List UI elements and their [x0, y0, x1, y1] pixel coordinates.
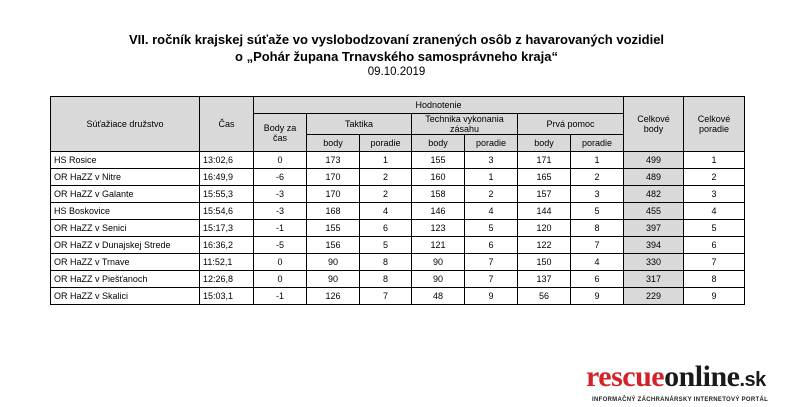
technique-points-cell: 90 — [412, 254, 465, 271]
table-row — [51, 186, 745, 203]
technique-rank-cell: 7 — [465, 271, 518, 288]
team-cell: OR HaZZ v Nitre — [51, 169, 200, 186]
technique-rank-cell: 2 — [465, 186, 518, 203]
table-row — [51, 152, 745, 169]
logo-wordmark — [586, 362, 786, 395]
team-cell: OR HaZZ v Trnave — [51, 254, 200, 271]
first-aid-rank-cell: 1 — [571, 152, 624, 169]
first-aid-points-cell: 157 — [518, 186, 571, 203]
first-aid-rank-cell: 9 — [571, 288, 624, 305]
time-points-cell: -3 — [254, 203, 307, 220]
header-first-aid-rank: poradie — [571, 135, 624, 152]
technique-rank-cell: 3 — [465, 152, 518, 169]
technique-rank-cell: 7 — [465, 254, 518, 271]
header-team: Súťažiace družstvo — [51, 97, 200, 152]
team-cell: HS Boskovice — [51, 203, 200, 220]
time-points-cell: 0 — [254, 254, 307, 271]
first-aid-rank-cell: 4 — [571, 254, 624, 271]
tactics-points-cell: 168 — [307, 203, 360, 220]
first-aid-points-cell: 122 — [518, 237, 571, 254]
time-cell: 15:03,1 — [200, 288, 254, 305]
time-points-cell: 0 — [254, 152, 307, 169]
logo-part-tld: .sk — [739, 369, 766, 391]
competition-title: VII. ročník krajskej súťaže vo vyslobodzovaní zranených osôb z havarovaných vozidiel — [128, 32, 665, 47]
time-cell: 11:52,1 — [200, 254, 254, 271]
total-rank-cell: 4 — [684, 203, 745, 220]
technique-rank-cell: 4 — [465, 203, 518, 220]
total-points-cell: 489 — [624, 169, 684, 186]
first-aid-points-cell: 150 — [518, 254, 571, 271]
time-points-cell: -5 — [254, 237, 307, 254]
time-cell: 16:49,9 — [200, 169, 254, 186]
technique-rank-cell: 9 — [465, 288, 518, 305]
time-points-cell: -3 — [254, 186, 307, 203]
first-aid-points-cell: 120 — [518, 220, 571, 237]
tactics-rank-cell: 5 — [360, 237, 412, 254]
technique-points-cell: 121 — [412, 237, 465, 254]
header-first-aid-points: body — [518, 135, 571, 152]
time-cell: 15:17,3 — [200, 220, 254, 237]
tactics-rank-cell: 7 — [360, 288, 412, 305]
time-cell: 13:02,6 — [200, 152, 254, 169]
total-points-cell: 397 — [624, 220, 684, 237]
technique-points-cell: 158 — [412, 186, 465, 203]
time-cell: 15:55,3 — [200, 186, 254, 203]
header-evaluation: Hodnotenie — [254, 97, 624, 114]
total-rank-cell: 6 — [684, 237, 745, 254]
technique-rank-cell: 1 — [465, 169, 518, 186]
team-cell: OR HaZZ v Piešťanoch — [51, 271, 200, 288]
tactics-points-cell: 173 — [307, 152, 360, 169]
tactics-points-cell: 155 — [307, 220, 360, 237]
tactics-points-cell: 90 — [307, 271, 360, 288]
total-points-cell: 499 — [624, 152, 684, 169]
technique-points-cell: 155 — [412, 152, 465, 169]
first-aid-rank-cell: 8 — [571, 220, 624, 237]
team-cell: OR HaZZ v Skalici — [51, 288, 200, 305]
results-table — [50, 96, 745, 305]
table-row — [51, 237, 745, 254]
tactics-rank-cell: 2 — [360, 186, 412, 203]
total-points-cell: 455 — [624, 203, 684, 220]
first-aid-points-cell: 165 — [518, 169, 571, 186]
team-cell: HS Rosice — [51, 152, 200, 169]
technique-points-cell: 146 — [412, 203, 465, 220]
logo-tagline: INFORMAČNÝ ZÁCHRANÁRSKY INTERNETOVÝ PORTÁL — [592, 397, 769, 403]
first-aid-points-cell: 137 — [518, 271, 571, 288]
time-cell: 16:36,2 — [200, 237, 254, 254]
total-points-cell: 317 — [624, 271, 684, 288]
total-points-cell: 482 — [624, 186, 684, 203]
total-rank-cell: 8 — [684, 271, 745, 288]
tactics-rank-cell: 2 — [360, 169, 412, 186]
total-points-cell: 330 — [624, 254, 684, 271]
time-cell: 12:26,8 — [200, 271, 254, 288]
results-body — [51, 152, 745, 305]
logo-part-rescue: rescue — [586, 360, 665, 393]
tactics-points-cell: 90 — [307, 254, 360, 271]
document-heading — [0, 31, 793, 80]
total-points-cell: 229 — [624, 288, 684, 305]
tactics-rank-cell: 4 — [360, 203, 412, 220]
total-rank-cell: 1 — [684, 152, 745, 169]
rescueonline-logo[interactable] — [586, 362, 786, 403]
team-cell: OR HaZZ v Dunajskej Strede — [51, 237, 200, 254]
header-first-aid: Prvá pomoc — [518, 114, 624, 135]
table-row — [51, 254, 745, 271]
tactics-rank-cell: 8 — [360, 254, 412, 271]
header-tactics-rank: poradie — [360, 135, 412, 152]
team-cell: OR HaZZ v Senici — [51, 220, 200, 237]
team-cell: OR HaZZ v Galante — [51, 186, 200, 203]
total-rank-cell: 9 — [684, 288, 745, 305]
tactics-rank-cell: 8 — [360, 271, 412, 288]
first-aid-rank-cell: 7 — [571, 237, 624, 254]
tactics-rank-cell: 6 — [360, 220, 412, 237]
table-row — [51, 169, 745, 186]
first-aid-points-cell: 144 — [518, 203, 571, 220]
header-technique-points: body — [412, 135, 465, 152]
header-total-points: Celkové body — [624, 97, 684, 152]
total-rank-cell: 7 — [684, 254, 745, 271]
header-time-points: Body za čas — [254, 114, 307, 152]
tactics-rank-cell: 1 — [360, 152, 412, 169]
header-total-rank: Celkové poradie — [684, 97, 745, 152]
first-aid-rank-cell: 6 — [571, 271, 624, 288]
table-row — [51, 288, 745, 305]
header-tactics: Taktika — [307, 114, 412, 135]
cup-title: o „Pohár župana Trnavského samosprávneho kraja“ — [235, 49, 558, 64]
total-rank-cell: 3 — [684, 186, 745, 203]
total-points-cell: 394 — [624, 237, 684, 254]
header-time: Čas — [200, 97, 254, 152]
first-aid-points-cell: 56 — [518, 288, 571, 305]
table-row — [51, 220, 745, 237]
logo-part-online: online — [664, 360, 740, 393]
first-aid-rank-cell: 3 — [571, 186, 624, 203]
time-points-cell: -1 — [254, 220, 307, 237]
technique-rank-cell: 5 — [465, 220, 518, 237]
technique-points-cell: 48 — [412, 288, 465, 305]
first-aid-points-cell: 171 — [518, 152, 571, 169]
tactics-points-cell: 170 — [307, 186, 360, 203]
table-row — [51, 203, 745, 220]
header-tactics-points: body — [307, 135, 360, 152]
tactics-points-cell: 126 — [307, 288, 360, 305]
technique-rank-cell: 6 — [465, 237, 518, 254]
time-cell: 15:54,6 — [200, 203, 254, 220]
technique-points-cell: 90 — [412, 271, 465, 288]
tactics-points-cell: 156 — [307, 237, 360, 254]
header-technique-rank: poradie — [465, 135, 518, 152]
header-technique: Technika vykonania zásahu — [412, 114, 518, 135]
first-aid-rank-cell: 2 — [571, 169, 624, 186]
technique-points-cell: 160 — [412, 169, 465, 186]
tactics-points-cell: 170 — [307, 169, 360, 186]
technique-points-cell: 123 — [412, 220, 465, 237]
total-rank-cell: 5 — [684, 220, 745, 237]
total-rank-cell: 2 — [684, 169, 745, 186]
table-row — [51, 271, 745, 288]
time-points-cell: -6 — [254, 169, 307, 186]
first-aid-rank-cell: 5 — [571, 203, 624, 220]
event-date: 09.10.2019 — [367, 66, 426, 78]
time-points-cell: -1 — [254, 288, 307, 305]
time-points-cell: 0 — [254, 271, 307, 288]
